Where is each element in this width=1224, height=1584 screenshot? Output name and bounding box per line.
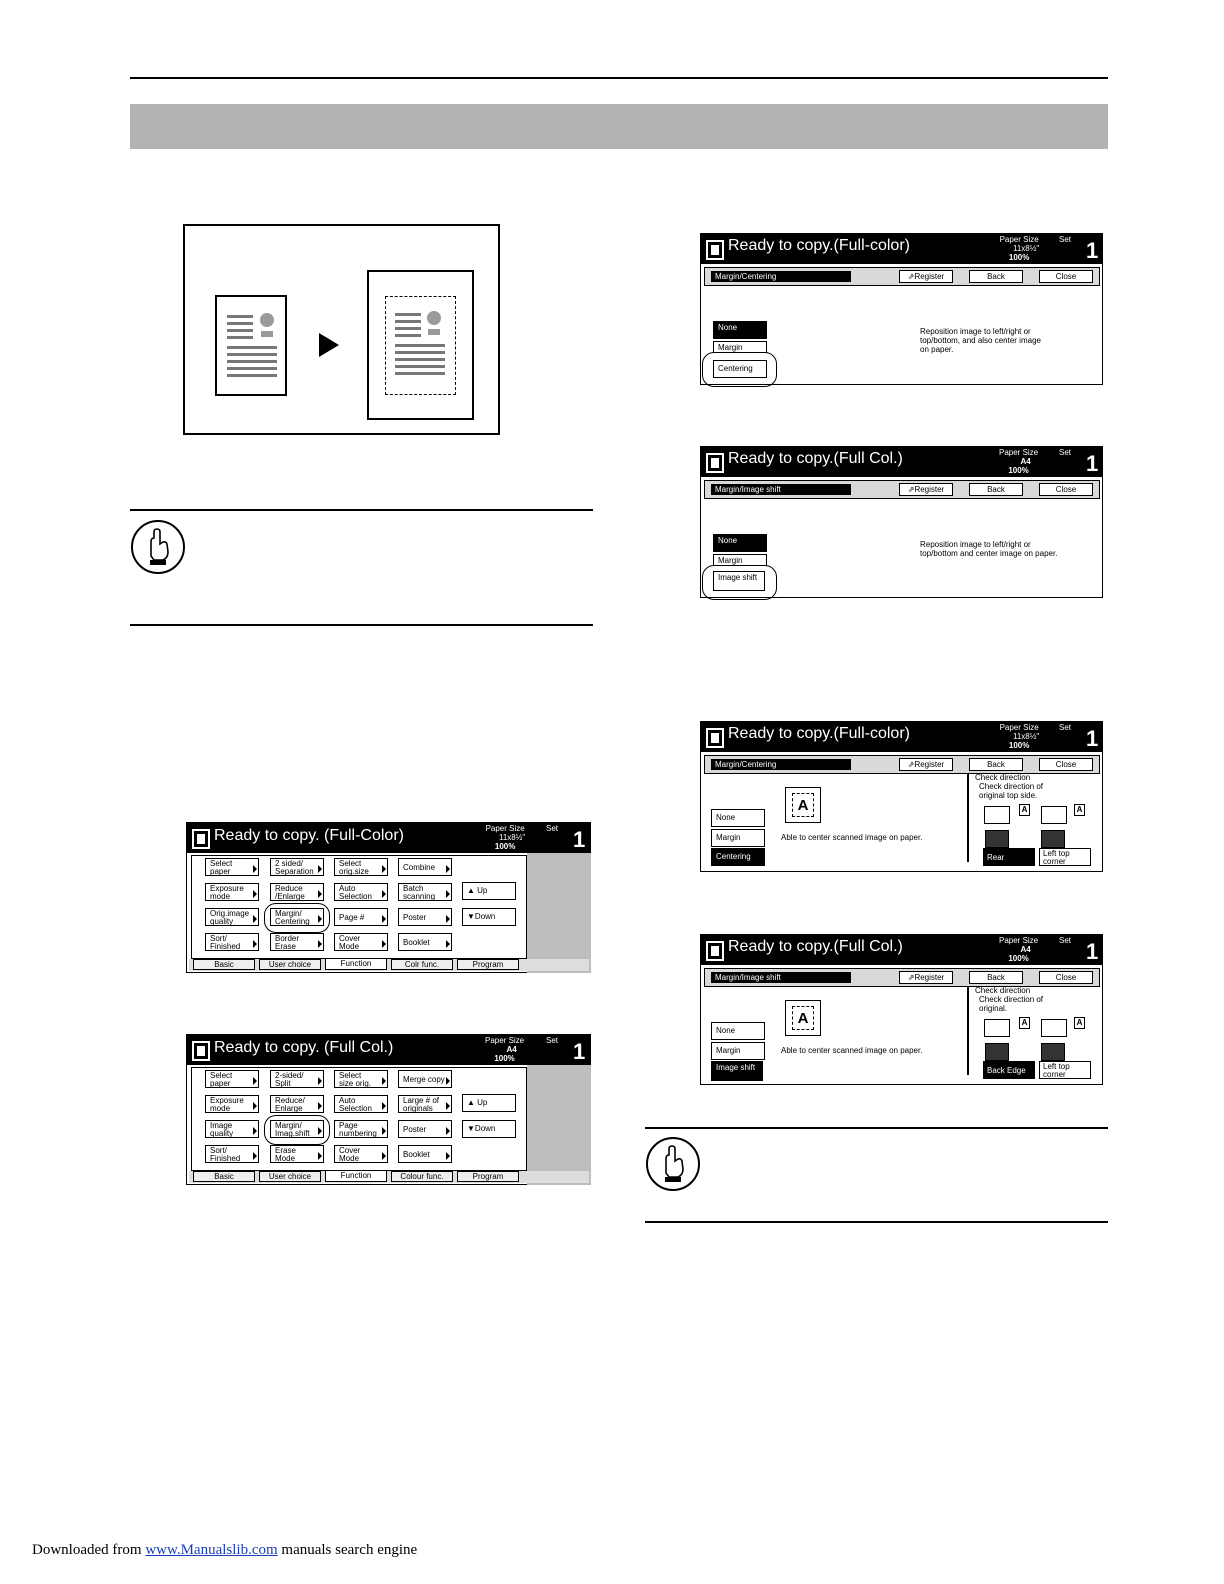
- description: Reposition image to left/right or top/bottom and center image on paper.: [920, 540, 1058, 558]
- paper-size: Paper Size 11x8½" 100%: [485, 824, 526, 851]
- document-icon: [706, 941, 724, 961]
- footer-suffix: manuals search engine: [281, 1542, 418, 1558]
- section-banner: [130, 104, 1108, 149]
- margin-centering-button[interactable]: Margin/ Centering: [270, 908, 324, 926]
- option-none[interactable]: None: [711, 1022, 765, 1040]
- orientation-letter: A: [1019, 1017, 1030, 1029]
- set-label: Set: [546, 1036, 559, 1045]
- set-label: Set: [1059, 235, 1072, 244]
- paper-size: Paper Size 11x8½" 100%: [999, 723, 1040, 750]
- left-top-corner-button[interactable]: Left top corner: [1039, 1061, 1091, 1079]
- check-direction: Check direction Check direction of original top side.: [975, 773, 1044, 800]
- orientation-letter: A: [1019, 804, 1030, 816]
- note-rule-bottom: [130, 624, 593, 626]
- tab-program[interactable]: Program: [457, 1171, 519, 1182]
- page-numbering-button[interactable]: Page numbering: [334, 1120, 388, 1138]
- sort-finished-button[interactable]: Sort/ Finished: [205, 933, 259, 951]
- document-icon: [192, 829, 210, 849]
- large-originals-button[interactable]: Large # of originals: [398, 1095, 452, 1113]
- poster-button[interactable]: Poster: [398, 1120, 452, 1138]
- orientation-letter: A: [1074, 1017, 1085, 1029]
- copy-count: 1: [573, 827, 586, 852]
- orientation-letter: A: [1074, 804, 1085, 816]
- two-sided-split-button[interactable]: 2-sided/ Split: [270, 1070, 324, 1088]
- copy-count: 1: [573, 1039, 586, 1064]
- document-icon: [192, 1041, 210, 1061]
- tab-colour-func[interactable]: Colour func.: [391, 1171, 453, 1182]
- margin-centering-screen: [700, 233, 1103, 385]
- tab-colr-func[interactable]: Colr func.: [391, 959, 453, 970]
- combine-button[interactable]: Combine: [398, 858, 452, 876]
- erase-mode-button[interactable]: Erase Mode: [270, 1145, 324, 1163]
- center-description: Able to center scanned image on paper.: [781, 1046, 923, 1055]
- option-margin[interactable]: Margin: [711, 1042, 765, 1060]
- section-label: Margin/Image shift: [711, 972, 851, 983]
- highlight-oval: [702, 565, 777, 600]
- up-button[interactable]: ▲ Up: [462, 882, 516, 900]
- up-button[interactable]: ▲ Up: [462, 1094, 516, 1112]
- down-button[interactable]: ▼Down: [462, 1120, 516, 1138]
- exposure-mode-button[interactable]: Exposure mode: [205, 1095, 259, 1113]
- center-description: Able to center scanned image on paper.: [781, 833, 923, 842]
- cover-mode-button[interactable]: Cover Mode: [334, 933, 388, 951]
- panel-title: Ready to copy.(Full Col.): [728, 938, 903, 955]
- top-rule: [130, 77, 1108, 79]
- left-top-corner-button[interactable]: Left top corner: [1039, 848, 1091, 866]
- select-paper-button[interactable]: Select paper: [205, 858, 259, 876]
- auto-selection-button[interactable]: Auto Selection: [334, 1095, 388, 1113]
- orig-image-quality-button[interactable]: Orig.image quality: [205, 908, 259, 926]
- top-orientation-icon: [1041, 1019, 1067, 1037]
- original-document-icon: [215, 295, 287, 396]
- copy-count: 1: [1086, 238, 1099, 263]
- panel-title: Ready to copy.(Full-color): [728, 725, 910, 742]
- rear-button[interactable]: Rear: [983, 848, 1035, 866]
- select-size-orig-button[interactable]: Select size orig.: [334, 1070, 388, 1088]
- tab-basic[interactable]: Basic: [193, 1171, 255, 1182]
- close-button[interactable]: Close: [1039, 971, 1093, 984]
- top-orientation-icon: [1041, 806, 1067, 824]
- border-erase-button[interactable]: Border Erase: [270, 933, 324, 951]
- manualslib-link[interactable]: www.Manualslib.com: [145, 1542, 278, 1558]
- back-edge-orientation-icon: [984, 1019, 1010, 1037]
- image-quality-button[interactable]: Image quality: [205, 1120, 259, 1138]
- highlight-oval: [264, 903, 330, 933]
- highlight-oval: [702, 352, 777, 387]
- tab-user-choice[interactable]: User choice: [259, 1171, 321, 1182]
- set-label: Set: [1059, 448, 1072, 457]
- back-button[interactable]: Back: [969, 270, 1023, 283]
- reduce-enlarge-button[interactable]: Reduce /Enlarge: [270, 883, 324, 901]
- centered-image-icon: A: [785, 787, 821, 823]
- panel-title: Ready to copy. (Full Col.): [214, 1039, 394, 1056]
- paper-size: Paper Size A4 100%: [999, 448, 1039, 475]
- batch-scanning-button[interactable]: Batch scanning: [398, 883, 452, 901]
- copy-count: 1: [1086, 939, 1099, 964]
- option-centering[interactable]: Centering: [711, 848, 765, 866]
- register-button[interactable]: ⇗Register: [899, 971, 953, 984]
- tab-basic[interactable]: Basic: [193, 959, 255, 970]
- back-button[interactable]: Back: [969, 971, 1023, 984]
- output-paper-icon: [367, 270, 474, 420]
- back-button[interactable]: Back: [969, 758, 1023, 771]
- register-button[interactable]: ⇗Register: [899, 270, 953, 283]
- set-label: Set: [1059, 723, 1072, 732]
- centering-illustration: [183, 224, 500, 435]
- section-label: Margin/Centering: [711, 759, 851, 770]
- select-orig-size-button[interactable]: Select orig.size: [334, 858, 388, 876]
- option-none[interactable]: None: [711, 809, 765, 827]
- rear-tray-icon: [985, 830, 1009, 848]
- footer-prefix: Downloaded from: [32, 1542, 142, 1558]
- booklet-button[interactable]: Booklet: [398, 933, 452, 951]
- note-rule-top: [130, 509, 593, 511]
- back-edge-button[interactable]: Back Edge: [983, 1061, 1035, 1079]
- select-paper-button[interactable]: Select paper: [205, 1070, 259, 1088]
- reduce-enlarge-button[interactable]: Reduce/ Enlarge: [270, 1095, 324, 1113]
- document-icon: [706, 453, 724, 473]
- document-icon: [706, 240, 724, 260]
- footer: [32, 1542, 417, 1559]
- copy-count: 1: [1086, 451, 1099, 476]
- close-button[interactable]: Close: [1039, 483, 1093, 496]
- section-label: Margin/Centering: [711, 271, 851, 282]
- note-rule-top: [645, 1127, 1108, 1129]
- description: Reposition image to left/right or top/bottom, and also center image on paper.: [920, 327, 1041, 354]
- poster-button[interactable]: Poster: [398, 908, 452, 926]
- arrow-right-icon: [319, 333, 339, 357]
- check-direction: Check direction Check direction of original.: [975, 986, 1044, 1013]
- copy-count: 1: [1086, 726, 1099, 751]
- register-button[interactable]: ⇗Register: [899, 758, 953, 771]
- document-icon: [706, 728, 724, 748]
- tab-program[interactable]: Program: [457, 959, 519, 970]
- tab-function[interactable]: Function: [325, 1171, 387, 1182]
- two-sided-button[interactable]: 2 sided/ Separation: [270, 858, 324, 876]
- note-rule-bottom: [645, 1221, 1108, 1223]
- panel-title: Ready to copy.(Full Col.): [728, 450, 903, 467]
- centered-image-icon: A: [785, 1000, 821, 1036]
- highlight-oval: [264, 1115, 330, 1145]
- merge-copy-button[interactable]: Merge copy: [398, 1070, 452, 1088]
- option-image-shift[interactable]: Image shift: [711, 1061, 763, 1081]
- cover-mode-button[interactable]: Cover Mode: [334, 1145, 388, 1163]
- pointing-hand-icon: [646, 1137, 700, 1191]
- image-shift-direction-screen: [700, 934, 1103, 1085]
- back-button[interactable]: Back: [969, 483, 1023, 496]
- sort-finished-button[interactable]: Sort/ Finished: [205, 1145, 259, 1163]
- paper-size: Paper Size A4 100%: [999, 936, 1039, 963]
- tab-user-choice[interactable]: User choice: [259, 959, 321, 970]
- section-label: Margin/Image shift: [711, 484, 851, 495]
- page-number-button[interactable]: Page #: [334, 908, 388, 926]
- option-none[interactable]: None: [713, 534, 767, 552]
- register-button[interactable]: ⇗Register: [899, 483, 953, 496]
- function-menu-fullcolor: [186, 822, 591, 973]
- pointing-hand-icon: [131, 520, 185, 574]
- margin-image-shift-button[interactable]: Margin/ Imag.shift: [270, 1120, 324, 1138]
- option-margin[interactable]: Margin: [713, 554, 767, 566]
- tab-function[interactable]: Function: [325, 959, 387, 970]
- option-none[interactable]: None: [713, 321, 767, 339]
- close-button[interactable]: Close: [1039, 270, 1093, 283]
- centering-direction-screen: [700, 721, 1103, 872]
- option-margin[interactable]: Margin: [711, 829, 765, 847]
- left-top-tray-icon: [1041, 1043, 1065, 1061]
- rear-orientation-icon: [984, 806, 1010, 824]
- function-menu-fullcol: [186, 1034, 591, 1185]
- set-label: Set: [546, 824, 559, 833]
- paper-size: Paper Size A4 100%: [485, 1036, 525, 1063]
- panel-title: Ready to copy. (Full-Color): [214, 827, 404, 844]
- booklet-button[interactable]: Booklet: [398, 1145, 452, 1163]
- option-margin[interactable]: Margin: [713, 341, 767, 353]
- option-centering[interactable]: Centering: [713, 360, 767, 378]
- exposure-mode-button[interactable]: Exposure mode: [205, 883, 259, 901]
- set-label: Set: [1059, 936, 1072, 945]
- close-button[interactable]: Close: [1039, 758, 1093, 771]
- option-image-shift[interactable]: Image shift: [713, 571, 765, 591]
- paper-size: Paper Size 11x8½" 100%: [999, 235, 1040, 262]
- left-top-tray-icon: [1041, 830, 1065, 848]
- down-button[interactable]: ▼Down: [462, 908, 516, 926]
- panel-title: Ready to copy.(Full-color): [728, 237, 910, 254]
- back-edge-tray-icon: [985, 1043, 1009, 1061]
- margin-image-shift-screen: [700, 446, 1103, 598]
- auto-selection-button[interactable]: Auto Selection: [334, 883, 388, 901]
